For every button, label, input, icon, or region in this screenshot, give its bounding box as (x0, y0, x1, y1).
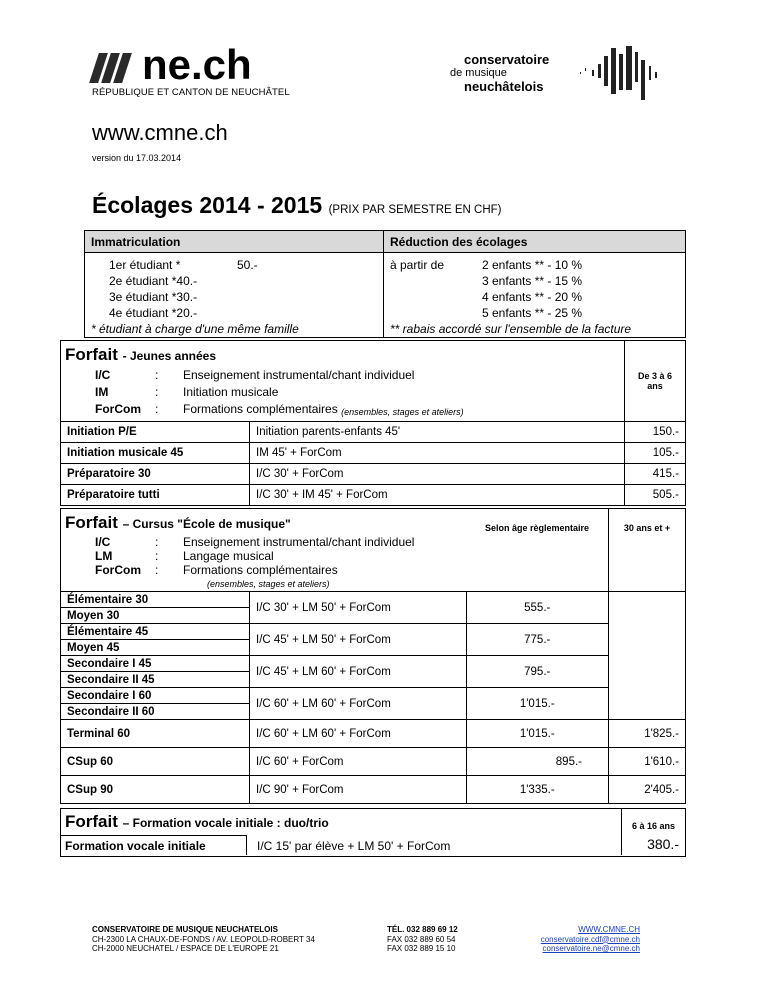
forfait1-title: Forfait - Jeunes années (65, 345, 216, 364)
table-row: Moyen 45 (61, 640, 250, 656)
sound-bars-icon (562, 42, 662, 102)
table-row: Préparatoire tutti (61, 485, 250, 506)
version-date: version du 17.03.2014 (92, 153, 182, 163)
table-row: CSup 60 (61, 748, 250, 776)
forfait2-header: Forfait – Cursus "École de musique" I/C : Enseignement instrumental/chant individuel LM : Langage musical ForCom : Formations complémentaires (ensembles, stages et ateliers) (61, 509, 467, 592)
table-row: Moyen 30 (61, 608, 250, 624)
forfait1-age: De 3 à 6 ans (625, 341, 686, 422)
page-title (92, 192, 502, 219)
footer-email-ne-link[interactable]: conservatoire.ne@cmne.ch (542, 944, 640, 953)
forfait3-row-name: Formation vocale initiale (61, 835, 247, 855)
title-main: Écolages 2014 - 2015 (92, 192, 323, 218)
table-row: Élémentaire 45 (61, 624, 250, 640)
forfait3-age: 6 à 16 ans (621, 809, 685, 855)
footer-phone: TÉL. 032 889 69 12 FAX 032 889 60 54 FAX 032 889 15 10 (387, 925, 458, 953)
reduction-header: Réduction des écolages (384, 231, 686, 253)
table-row: Initiation musicale 45 (61, 443, 250, 464)
table-row: Initiation P/E (61, 422, 250, 443)
table-row: Secondaire I 45 (61, 656, 250, 672)
footer-website-link[interactable]: WWW.CMNE.CH (578, 925, 640, 934)
footer-links (541, 925, 640, 954)
forfait-cursus-table: Forfait – Cursus "École de musique" I/C : Enseignement instrumental/chant individuel LM : Langage musical ForCom : Formations complémentaires (ensembles, stages et ateliers) Selon âge règlementaire 30 ans et + Élémentaire 30 I/C 30' + LM 50' + ForCom 555.- Moyen 30 Élémentaire 45 I/C 45' + LM 50' + ForCom 775.- Moyen 45 Secondaire I 45 I/C 45' + LM 60' + ForCom 795.- Secondaire II 45 Secondaire I 60 I/C 60' + LM 60' + ForCom 1'015.- Secondaire II 60 Terminal 60 I/C 60' + LM 60' + ForCom 1'015.- 1'825.- CSup 60 I/C 60' + ForCom 895.- 1'610.- CSup 90 I/C 90' + ForCom 1'335.- 2'405.- (60, 508, 686, 804)
forfait3-row-desc: I/C 15' par élève + LM 50' + ForCom (257, 839, 451, 853)
cons-logo-line2: de musique (450, 67, 507, 79)
table-row: CSup 90 (61, 776, 250, 804)
ne-logo-subtitle: RÉPUBLIQUE ET CANTON DE NEUCHÂTEL (92, 87, 290, 98)
footer-address: CONSERVATOIRE DE MUSIQUE NEUCHATELOIS CH-2300 LA CHAUX-DE-FONDS / AV. LEOPOLD-ROBERT 34 CH-2000 NEUCHATEL / ESPACE DE L'EUROPE 21 (92, 925, 315, 953)
cons-logo-line1: conservatoire (464, 52, 550, 67)
table-row: Élémentaire 30 (61, 592, 250, 608)
ne-logo-text: ne.ch (142, 41, 252, 88)
table-row: Terminal 60 (61, 720, 250, 748)
table-row: Préparatoire 30 (61, 464, 250, 485)
ne-logo (92, 41, 292, 105)
immatriculation-header: Immatriculation (85, 231, 384, 253)
title-sub: (PRIX PAR SEMESTRE EN CHF) (328, 204, 502, 216)
students-cell: 1er étudiant * 50.- 2e étudiant *40.- 3e étudiant *30.- 4e étudiant *20.- * étudiant à charge d'une même famille (85, 253, 384, 338)
conservatoire-logo (450, 52, 660, 112)
forfait2-col-30: 30 ans et + (609, 509, 686, 592)
table-row: Secondaire I 60 (61, 688, 250, 704)
cons-logo-line3: neuchâtelois (464, 79, 544, 94)
forfait2-col-age: Selon âge règlementaire (466, 509, 609, 592)
ne-stripes-icon (92, 53, 136, 83)
forfait3-title: Forfait – Formation vocale initiale : duo/trio (65, 812, 329, 831)
table-row: Secondaire II 60 (61, 704, 250, 720)
forfait1-header: Forfait - Jeunes années I/C : Enseignement instrumental/chant individuel IM : Initiation musicale ForCom : Formations complémentaires (ensembles, stages et ateliers) (61, 341, 625, 422)
forfait2-title: Forfait – Cursus "École de musique" (65, 513, 291, 532)
footer-email-cdf-link[interactable]: conservatoire.cdf@cmne.ch (540, 934, 640, 944)
immatriculation-table (84, 230, 686, 338)
forfait-vocale-box (60, 808, 686, 857)
reductions-cell: à partir de 2 enfants ** - 10 % 3 enfants ** - 15 % 4 enfants ** - 20 % 5 enfants ** - 25 % ** rabais accordé sur l'ensemble de la facture (384, 253, 686, 338)
forfait3-row-price: 380.- (647, 836, 679, 852)
website-url[interactable]: www.cmne.ch (92, 120, 228, 145)
table-row: Secondaire II 45 (61, 672, 250, 688)
forfait-jeunes-table: Forfait - Jeunes années I/C : Enseignement instrumental/chant individuel IM : Initiation musicale ForCom : Formations complémentaires (ensembles, stages et ateliers) De 3 à 6 ans Initiation P/E Initiation parents-enfants 45' 150.- Initiation musicale 45 IM 45' + ForCom 105.- Préparatoire 30 I/C 30' + ForCom 415.- Préparatoire tutti I/C 30' + IM 45' + ForCom 505.- (60, 340, 686, 506)
